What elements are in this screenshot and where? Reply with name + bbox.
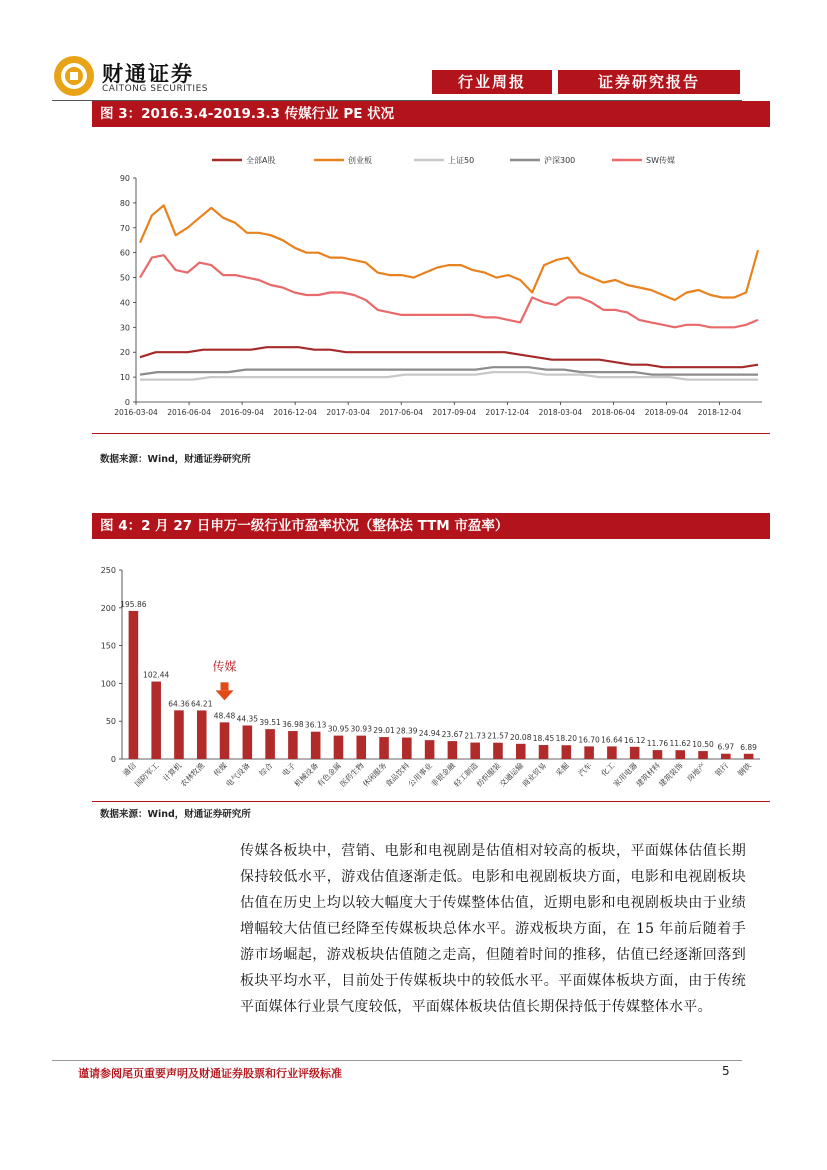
y-tick-label: 50 (105, 717, 116, 727)
y-tick-label: 0 (124, 398, 130, 407)
bar-value-label: 64.36 (168, 699, 190, 709)
y-tick-label: 50 (119, 273, 130, 283)
figure4-bottom-rule (92, 801, 770, 802)
bar (265, 729, 275, 759)
y-tick-label: 200 (100, 603, 116, 613)
bar (562, 745, 572, 759)
bar (288, 731, 298, 759)
y-tick-label: 30 (119, 323, 130, 333)
category-label: 家用电器 (611, 761, 640, 789)
bar (334, 736, 344, 759)
bar-value-label: 39.51 (259, 718, 281, 728)
category-label: 国防军工 (133, 761, 161, 789)
category-label: 有色金属 (315, 761, 343, 789)
legend-label: SW传媒 (646, 156, 675, 165)
figure4-source: 数据来源：Wind，财通证券研究所 (100, 809, 251, 820)
series-line (140, 367, 758, 374)
bar-value-label: 36.98 (282, 720, 304, 730)
bar-value-label: 11.76 (646, 739, 669, 749)
y-tick-label: 70 (119, 223, 130, 233)
bar-value-label: 18.45 (532, 734, 555, 744)
x-tick-label: 2016-09-04 (220, 408, 264, 417)
bar-value-label: 18.20 (555, 734, 578, 744)
bar (721, 754, 731, 759)
bar-value-label: 44.35 (236, 714, 259, 724)
bar (470, 743, 480, 759)
category-label: 汽车 (576, 761, 594, 779)
bar-value-label: 23.67 (441, 730, 464, 740)
bar (197, 710, 207, 759)
report-type-tag: 行业周报 (432, 70, 552, 94)
x-tick-label: 2017-12-04 (485, 408, 530, 417)
bar (129, 611, 139, 759)
x-tick-label: 2016-12-04 (273, 408, 317, 417)
bar-value-label: 48.48 (213, 711, 236, 721)
y-tick-label: 90 (119, 174, 130, 183)
y-tick-label: 60 (119, 248, 130, 258)
x-tick-label: 2018-06-04 (591, 408, 636, 417)
bar (448, 741, 458, 759)
category-label: 食品饮料 (383, 761, 412, 789)
bar-value-label: 10.50 (692, 740, 714, 750)
x-tick-label: 2018-09-04 (644, 408, 689, 417)
bar (584, 746, 594, 759)
bar-value-label: 30.93 (350, 724, 372, 734)
category-label: 综合 (257, 761, 275, 779)
category-label: 电气设备 (224, 761, 252, 789)
bar (698, 751, 708, 759)
pe-line-chart (92, 140, 770, 430)
y-tick-label: 250 (100, 566, 116, 575)
bar-value-label: 64.21 (191, 699, 213, 709)
disclaimer-note: 谨请参阅尾页重要声明及财通证券股票和行业评级标准 (78, 1067, 342, 1080)
category-label: 房地产 (685, 761, 708, 784)
bar-value-label: 28.39 (396, 726, 418, 736)
bar-value-label: 24.94 (418, 729, 441, 739)
bar (243, 725, 253, 759)
bar (675, 750, 685, 759)
bar (607, 746, 617, 759)
bar-value-label: 11.62 (669, 739, 691, 749)
y-tick-label: 150 (100, 641, 116, 651)
footer-divider (52, 1060, 742, 1061)
bar (220, 722, 230, 759)
category-label: 非银金融 (429, 761, 457, 789)
category-label: 轻工制造 (452, 761, 480, 789)
bar (151, 682, 161, 759)
category-label: 建筑材料 (634, 761, 662, 789)
bar-value-label: 20.08 (510, 732, 532, 742)
bar (744, 754, 754, 759)
x-tick-label: 2016-06-04 (167, 408, 211, 417)
bar (402, 738, 412, 759)
legend-label: 创业板 (348, 156, 372, 165)
category-label: 纺织服装 (474, 761, 503, 789)
category-label: 计算机 (161, 761, 184, 784)
category-label: 交通运输 (497, 761, 526, 789)
x-tick-label: 2016-03-04 (114, 408, 158, 417)
bar (539, 745, 549, 759)
y-tick-label: 0 (110, 755, 116, 764)
category-label: 传媒 (211, 761, 229, 779)
legend-label: 沪深300 (544, 156, 576, 165)
figure3-source: 数据来源：Wind，财通证券研究所 (100, 454, 251, 465)
figure4-title: 图 4：2 月 27 日申万一级行业市盈率状况（整体法 TTM 市盈率） (92, 513, 770, 539)
logo-text-en: CAITONG SECURITIES (102, 84, 208, 94)
report-category-tag: 证券研究报告 (558, 70, 740, 94)
bar (425, 740, 435, 759)
bar-value-label: 36.13 (304, 720, 327, 730)
bar (630, 747, 640, 759)
category-label: 化工 (599, 761, 617, 779)
figure3-title: 图 3：2016.3.4-2019.3.3 传媒行业 PE 状况 (92, 101, 770, 127)
series-line (140, 372, 758, 380)
category-label: 商业贸易 (520, 761, 548, 789)
analysis-paragraph: 传媒各板块中，营销、电影和电视剧是估值相对较高的板块，平面媒体估值长期保持较低水平，游戏估值逐渐走低。电影和电视剧板块方面，电影和电视剧板块估值在历史上均以较大幅度大于传媒整体估值，近期电影和电视剧板块由于业绩增幅较大估值已经降至传媒板块总体水平。游戏板块方面，在 15 年前后随着手游市场崛起，游戏板块估值随之走高，但随着时间的推移，估值已经逐渐回落到板块平均水平，目前处于传媒板块中的较低水平。平面媒体板块方面，由于传统平面媒体行业景气度较低，平面媒体板块估值长期保持低于传媒整体水平。 (240, 843, 746, 1015)
bar-value-label: 6.89 (740, 742, 757, 752)
highlight-annotation: 传媒 (212, 659, 237, 674)
page-number: 5 (722, 1064, 730, 1078)
bar-value-label: 21.57 (487, 731, 509, 741)
y-tick-label: 20 (119, 348, 130, 358)
bar-value-label: 16.64 (601, 735, 623, 745)
y-tick-label: 40 (119, 298, 130, 308)
bar (516, 744, 526, 759)
series-line (140, 205, 758, 300)
arrow-down-icon (221, 682, 229, 690)
logo-text-cn: 财通证券 (102, 62, 194, 86)
category-label: 休闲服务 (360, 761, 389, 789)
arrow-down-icon (216, 690, 234, 700)
x-tick-label: 2017-09-04 (432, 408, 477, 417)
series-line (140, 347, 758, 367)
bar (356, 736, 366, 759)
bar-value-label: 21.73 (464, 731, 486, 741)
x-tick-label: 2017-03-04 (326, 408, 371, 417)
x-tick-label: 2018-12-04 (697, 408, 742, 417)
category-label: 医药生物 (338, 761, 366, 789)
category-label: 机械设备 (292, 761, 321, 789)
category-label: 农林牧渔 (178, 761, 207, 789)
bar-value-label: 102.44 (143, 670, 170, 680)
industry-pe-bar-chart (92, 560, 770, 800)
category-label: 电子 (280, 761, 298, 779)
category-label: 钢铁 (736, 761, 754, 779)
bar (174, 710, 184, 759)
bar (653, 750, 663, 759)
bar-value-label: 6.97 (717, 742, 735, 752)
bar-value-label: 30.95 (327, 724, 350, 734)
category-label: 银行 (713, 761, 731, 779)
figure3-bottom-rule (92, 433, 770, 434)
bar-value-label: 29.01 (373, 726, 395, 736)
category-label: 通信 (120, 761, 138, 779)
y-tick-label: 10 (119, 373, 130, 383)
category-label: 公用事业 (406, 761, 435, 789)
x-tick-label: 2017-06-04 (379, 408, 424, 417)
bar-value-label: 16.12 (623, 735, 646, 745)
category-label: 采掘 (553, 761, 571, 779)
bar-value-label: 16.70 (578, 735, 600, 745)
legend-label: 上证50 (448, 156, 475, 165)
y-tick-label: 80 (119, 198, 130, 208)
bar (379, 737, 389, 759)
category-label: 建筑装饰 (657, 761, 685, 789)
bar (493, 743, 503, 759)
legend-label: 全部A股 (246, 156, 276, 165)
bar (311, 732, 321, 759)
y-tick-label: 100 (100, 679, 116, 689)
company-logo (52, 54, 212, 98)
bar-value-label: 195.86 (120, 599, 147, 609)
coin-logo-icon (52, 54, 96, 98)
x-tick-label: 2018-03-04 (538, 408, 583, 417)
